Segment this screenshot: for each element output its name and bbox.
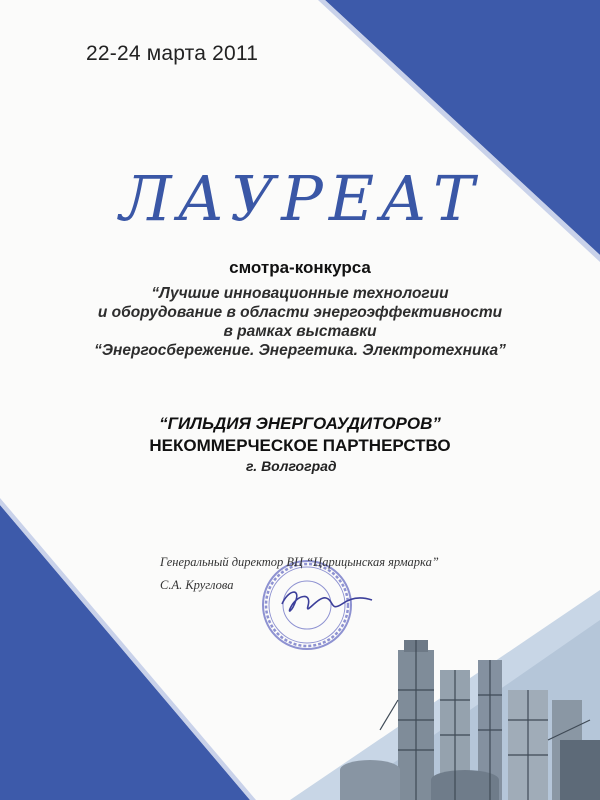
event-date: 22-24 марта 2011 [86, 42, 259, 65]
signature [282, 592, 372, 611]
laureate-title: ЛАУРЕАТ [119, 162, 481, 235]
contest-line: и оборудование в области энергоэффективности [97, 304, 503, 321]
contest-line: “Энергосбережение. Энергетика. Электротехника” [94, 342, 506, 359]
awardee-type: НЕКОММЕРЧЕСКОЕ ПАРТНЕРСТВО [149, 436, 451, 455]
signatory-name: С.А. Круглова [160, 578, 234, 592]
contest-line: “Лучшие инновационные технологии [151, 285, 449, 302]
official-stamp [263, 561, 351, 649]
contest-title [60, 284, 540, 360]
awardee-city: г. Волгоград [246, 458, 337, 474]
industrial-plant-photo [290, 590, 600, 800]
awardee-name: “ГИЛЬДИЯ ЭНЕРГОАУДИТОРОВ” [159, 414, 441, 433]
contest-line: в рамках выставки [223, 323, 377, 340]
contest-label: смотра-конкурса [229, 258, 371, 277]
signatory-title: Генеральный директор ВЦ “Царицынская ярмарка” [160, 555, 439, 569]
